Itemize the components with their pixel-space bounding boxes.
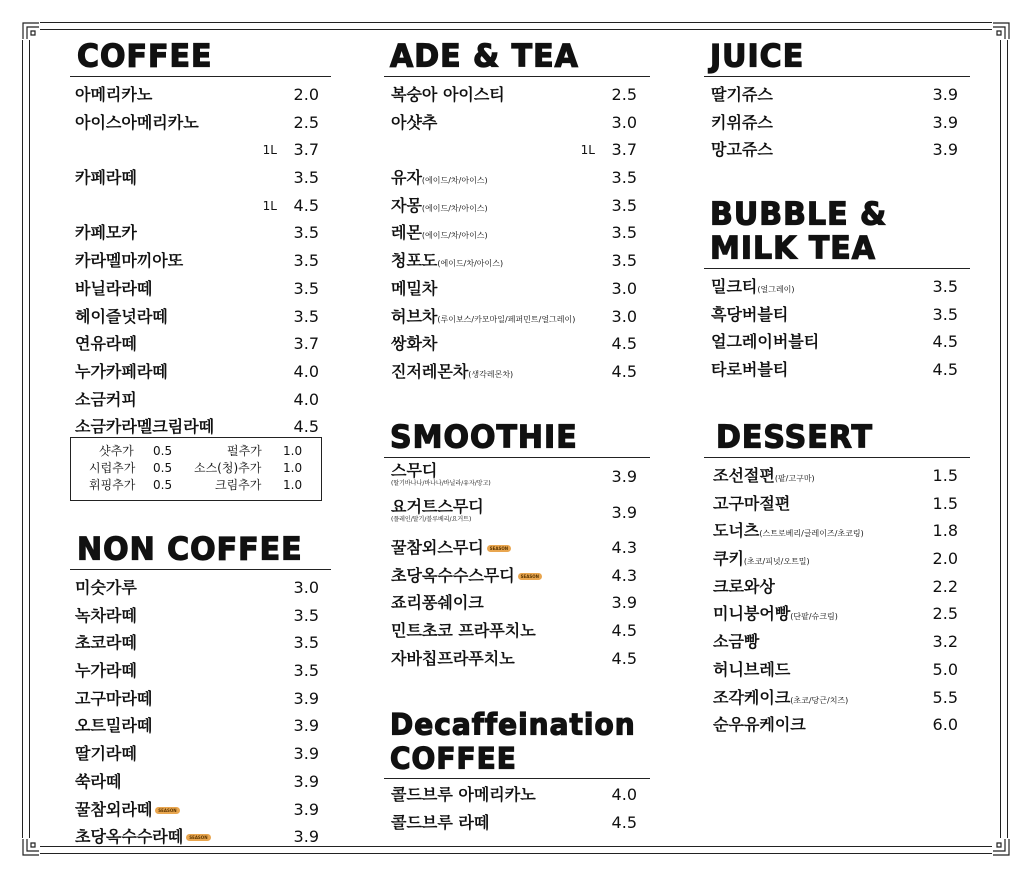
- menu-item-label: 망고쥬스: [711, 140, 773, 160]
- menu-item-name: [75, 796, 180, 823]
- menu-item-name: [711, 81, 773, 108]
- menu-item-row: [391, 462, 637, 498]
- menu-item-name: [391, 109, 437, 136]
- menu-item-price: 3.7: [293, 334, 319, 354]
- menu-item-label: 아이스아메리카노: [75, 112, 199, 132]
- bubble-section: [704, 198, 970, 384]
- menu-item-price: 4.0: [293, 389, 319, 409]
- menu-item-price: 2.5: [293, 112, 319, 132]
- menu-item-price: 4.5: [293, 417, 319, 437]
- menu-item-price: 4.5: [293, 195, 319, 215]
- menu-item-row: [713, 573, 958, 601]
- menu-item-label: 요거트스무디: [391, 497, 484, 516]
- menu-item-price: 3.9: [611, 503, 637, 522]
- menu-item-price: 3.5: [611, 195, 637, 215]
- corner-ornament-bottom-left: [22, 838, 40, 856]
- menu-item-price: 3.5: [293, 306, 319, 326]
- menu-item-row: [391, 81, 637, 109]
- addon-price: 0.5: [153, 478, 173, 492]
- menu-item-label: 복숭아 아이스티: [391, 85, 505, 104]
- menu-item-price: 4.5: [611, 361, 637, 381]
- menu-item-row: [711, 273, 958, 301]
- menu-item-name: [713, 517, 864, 547]
- menu-item-sub: (딸기바나나/바나나/바닐라/유자/망고): [391, 480, 491, 487]
- menu-item-name: [711, 328, 819, 355]
- menu-item-label: 순우유케이크: [713, 715, 806, 735]
- menu-item-row: [75, 386, 319, 414]
- smoothie-heading-wrap: [384, 421, 650, 458]
- menu-item-name: [713, 628, 759, 655]
- menu-item-label: 얼그레이버블티: [711, 332, 820, 352]
- addon-price: 1.0: [283, 478, 303, 492]
- menu-item-row: [391, 617, 637, 645]
- menu-item-note: (초코/피넛/오트밀): [743, 557, 810, 567]
- menu-item-label: 딸기라떼: [75, 744, 137, 764]
- menu-item-label: 죠리퐁쉐이크: [391, 593, 484, 613]
- ade-tea-heading-wrap: [384, 40, 650, 77]
- menu-item-price: 3.0: [611, 278, 637, 298]
- menu-item-name: [75, 712, 152, 739]
- menu-item-name: [75, 247, 183, 274]
- smoothie-heading: SMOOTHIE: [390, 419, 578, 456]
- menu-item-name: [391, 81, 505, 108]
- menu-item-price: 4.5: [932, 360, 958, 380]
- menu-item-price: 4.5: [611, 648, 637, 668]
- addon-name: 펄추가: [227, 444, 262, 458]
- menu-item-label: 고구마절편: [713, 493, 791, 513]
- menu-item-note: (초코/당근/치즈): [790, 695, 849, 705]
- menu-item-note: (에이드/차/아이스): [437, 259, 504, 269]
- menu-item-price: 3.5: [611, 251, 637, 271]
- addon-name: 시럽추가: [89, 461, 136, 475]
- menu-item-name: [391, 562, 542, 589]
- menu-item-price: 3.9: [293, 771, 319, 791]
- menu-item-row: [75, 136, 319, 164]
- menu-item-label: 오트밀라떼: [75, 716, 153, 736]
- menu-item-label: 아메리카노: [75, 85, 153, 104]
- menu-item-name: [713, 462, 815, 492]
- menu-item-price: 3.9: [932, 112, 958, 132]
- menu-item-label: 카라멜마끼아또: [75, 251, 184, 271]
- season-badge: SEASON: [186, 834, 210, 841]
- menu-item-name: [713, 490, 790, 517]
- menu-item-price: 2.0: [293, 85, 319, 104]
- menu-item-label: 카페라떼: [75, 168, 137, 188]
- menu-item-note: (얼그레이): [757, 285, 795, 294]
- menu-item-name: [713, 545, 810, 575]
- menu-item-row: [713, 490, 958, 518]
- menu-item-name: [75, 574, 137, 601]
- menu-item-label: 꿀참외라떼: [75, 799, 153, 819]
- menu-item-label: 자바칩프라푸치노: [391, 648, 515, 668]
- decaf-section: [384, 708, 650, 836]
- addon-name: 휘핑추가: [89, 478, 136, 492]
- menu-item-price: 3.0: [611, 112, 637, 132]
- menu-item-row: [75, 657, 319, 685]
- non-coffee-heading: NON COFFEE: [77, 531, 303, 568]
- menu-item-name: [711, 273, 795, 303]
- addon-row: [71, 460, 321, 476]
- menu-item-row: [713, 545, 958, 573]
- menu-item-row: [391, 303, 637, 331]
- season-badge: SEASON: [487, 545, 511, 552]
- menu-item-name: [391, 809, 489, 836]
- menu-item-price: 4.5: [611, 621, 637, 641]
- menu-item-label: 초당옥수수스무디: [391, 565, 515, 585]
- menu-item-row: [713, 711, 958, 739]
- menu-item-name: [75, 685, 152, 712]
- menu-item-label: 크로와상: [713, 576, 775, 596]
- menu-item-price: 3.9: [293, 799, 319, 819]
- menu-item-row: [75, 629, 319, 657]
- menu-item-row: [711, 136, 958, 164]
- menu-item-note: (에이드/차/아이스): [421, 203, 488, 213]
- menu-item-row: [75, 247, 319, 275]
- coffee-heading: COFFEE: [77, 38, 213, 75]
- menu-item-label: 조각케이크: [713, 687, 791, 707]
- menu-item-label: 콜드브루 라떼: [391, 812, 490, 832]
- menu-item-label: 꿀참외스무디: [391, 538, 484, 557]
- menu-item-price: 4.0: [293, 361, 319, 381]
- menu-item-label: 쌍화차: [391, 334, 438, 354]
- menu-item-row: [391, 498, 637, 534]
- menu-item-price: 3.5: [293, 633, 319, 653]
- menu-item-price: 5.5: [932, 687, 958, 707]
- menu-item-row: [391, 809, 637, 837]
- menu-item-name: [711, 356, 788, 383]
- menu-item-row: [391, 534, 637, 562]
- menu-item-name: [75, 303, 168, 330]
- menu-item-label: 쑥라떼: [75, 771, 122, 791]
- menu-item-price: 3.5: [611, 168, 637, 188]
- menu-item-label: 자몽: [391, 195, 422, 215]
- menu-item-row: [75, 358, 319, 386]
- menu-item-price: 3.5: [611, 223, 637, 243]
- menu-item-size: 1L: [262, 143, 277, 158]
- menu-item-row: [713, 600, 958, 628]
- menu-item-row: [75, 574, 319, 602]
- menu-item-row: [75, 768, 319, 796]
- menu-item-price: 3.9: [932, 140, 958, 160]
- menu-item-name: [391, 358, 513, 388]
- menu-item-note: (루이보스/카모마일/페퍼민트/얼그레이): [437, 314, 576, 324]
- menu-item-label: 흑당버블티: [711, 304, 789, 324]
- addon-row: [71, 443, 321, 459]
- menu-item-price: 2.2: [932, 576, 958, 596]
- menu-item-price: 3.0: [293, 578, 319, 597]
- menu-item-row: [75, 303, 319, 331]
- menu-item-row: [75, 685, 319, 713]
- menu-item-name: [391, 462, 491, 488]
- menu-item-name: [713, 711, 806, 738]
- menu-item-price: 3.5: [932, 304, 958, 324]
- menu-item-name: [75, 657, 137, 684]
- menu-item-name: [75, 386, 137, 413]
- menu-item-label: 허브차: [391, 306, 438, 326]
- menu-item-name: [75, 330, 137, 357]
- menu-item-price: 4.5: [932, 332, 958, 352]
- menu-item-price: 3.9: [293, 827, 319, 847]
- menu-item-name: [391, 330, 437, 357]
- menu-item-row: [391, 358, 637, 386]
- menu-item-row: [75, 81, 319, 109]
- menu-item-row: [711, 81, 958, 109]
- menu-item-name: [75, 823, 211, 850]
- menu-item-price: 3.7: [611, 140, 637, 160]
- menu-item-price: 2.0: [932, 549, 958, 569]
- bubble-heading-line1: BUBBLE &: [710, 196, 888, 233]
- season-badge: SEASON: [518, 573, 542, 580]
- menu-item-label: 연유라떼: [75, 334, 137, 354]
- menu-item-label: 소금빵: [713, 632, 760, 652]
- menu-item-label: 미니붕어빵: [713, 604, 791, 624]
- menu-item-label: 초코라떼: [75, 633, 137, 653]
- menu-item-name: [75, 602, 137, 629]
- menu-item-name: [391, 617, 536, 644]
- menu-item-note: (에이드/차/아이스): [421, 176, 488, 186]
- menu-item-price: 2.5: [932, 604, 958, 624]
- menu-item-name: [75, 109, 199, 136]
- menu-item-note: (단팥/슈크림): [790, 612, 838, 622]
- menu-item-price: 3.9: [611, 593, 637, 613]
- bubble-heading-line2: MILK TEA: [710, 230, 876, 267]
- menu-item-note: (스트로베리/글레이즈/초코링): [759, 529, 864, 539]
- menu-item-row: [391, 589, 637, 617]
- corner-ornament-top-right: [992, 22, 1010, 40]
- non-coffee-section: [70, 533, 331, 851]
- menu-item-label: 미숫가루: [75, 578, 137, 597]
- menu-item-price: 4.3: [611, 538, 637, 557]
- juice-heading-wrap: [704, 40, 970, 77]
- menu-item-label: 레몬: [391, 223, 422, 243]
- menu-item-row: [75, 192, 319, 220]
- menu-item-price: 3.5: [293, 605, 319, 625]
- menu-item-row: [75, 712, 319, 740]
- menu-item-name: [713, 656, 790, 683]
- corner-ornament-top-left: [22, 22, 40, 40]
- menu-item-row: [391, 136, 637, 164]
- dessert-heading: DESSERT: [716, 419, 873, 456]
- menu-item-label: 바닐라라떼: [75, 278, 153, 298]
- menu-item-price: 5.0: [932, 659, 958, 679]
- menu-item-row: [391, 781, 637, 809]
- menu-item-name: [391, 645, 515, 672]
- bubble-heading-wrap: [704, 198, 970, 269]
- menu-item-label: 소금카라멜크림라떼: [75, 417, 215, 437]
- menu-item-price: 4.5: [611, 812, 637, 832]
- menu-item-name: [75, 275, 152, 302]
- decaf-heading-wrap: [384, 708, 650, 779]
- menu-item-price: 1.5: [932, 493, 958, 513]
- menu-item-name: [391, 275, 437, 302]
- menu-item-price: 3.7: [293, 140, 319, 160]
- addon-price: 0.5: [153, 444, 173, 458]
- menu-item-name: [75, 740, 137, 767]
- menu-item-row: [713, 684, 958, 712]
- menu-item-row: [391, 562, 637, 590]
- menu-item-row: [75, 164, 319, 192]
- menu-item-row: [711, 109, 958, 137]
- menu-item-price: 1.8: [932, 521, 958, 541]
- addon-price: 0.5: [153, 461, 173, 475]
- menu-item-row: [713, 628, 958, 656]
- menu-item-name: [713, 684, 848, 714]
- menu-item-price: 3.9: [293, 688, 319, 708]
- menu-item-price: 4.5: [611, 334, 637, 354]
- coffee-section: [70, 40, 331, 441]
- menu-item-row: [391, 330, 637, 358]
- menu-item-name: [391, 303, 575, 333]
- menu-item-row: [711, 301, 958, 329]
- menu-item-price: 3.9: [611, 467, 637, 486]
- menu-item-name: [75, 768, 121, 795]
- menu-item-label: 스무디: [391, 461, 438, 480]
- menu-item-row: [75, 796, 319, 824]
- dessert-heading-wrap: [704, 421, 970, 458]
- menu-item-label: 키위쥬스: [711, 112, 773, 132]
- menu-item-label: 조선절편: [713, 466, 775, 485]
- menu-item-name: [711, 109, 773, 136]
- menu-item-label: 아샷추: [391, 112, 438, 132]
- menu-item-price: 4.0: [611, 785, 637, 804]
- menu-item-label: 카페모카: [75, 223, 137, 243]
- menu-item-price: 3.9: [293, 716, 319, 736]
- menu-item-label: 유자: [391, 168, 422, 188]
- menu-item-name: [391, 247, 503, 277]
- menu-item-sub: (플레인/딸기/블루베리/요거트): [391, 516, 472, 523]
- menu-item-label: 진저레몬차: [391, 361, 469, 381]
- juice-heading: JUICE: [710, 38, 805, 75]
- menu-item-label: 콜드브루 아메리카노: [391, 785, 536, 804]
- menu-item-row: [711, 328, 958, 356]
- decaf-heading-line1: Decaffeination: [390, 707, 636, 742]
- menu-item-price: 3.2: [932, 632, 958, 652]
- menu-item-price: 4.3: [611, 565, 637, 585]
- smoothie-section: [384, 421, 650, 672]
- menu-item-price: 3.5: [293, 661, 319, 681]
- menu-item-name: [711, 136, 773, 163]
- menu-item-name: [75, 358, 168, 385]
- menu-item-price: 1.5: [932, 466, 958, 485]
- menu-item-row: [391, 645, 637, 673]
- menu-item-label: 딸기쥬스: [711, 85, 773, 104]
- menu-item-row: [391, 109, 637, 137]
- menu-item-name: [391, 192, 488, 222]
- menu-item-price: 3.9: [932, 85, 958, 104]
- menu-item-label: 청포도: [391, 251, 438, 271]
- corner-ornament-bottom-right: [992, 838, 1010, 856]
- menu-item-row: [391, 219, 637, 247]
- menu-item-price: 2.5: [611, 85, 637, 104]
- menu-item-name: [391, 589, 484, 616]
- menu-item-note: (팥/고구마): [774, 474, 815, 483]
- menu-item-name: [75, 629, 137, 656]
- menu-item-row: [75, 219, 319, 247]
- menu-item-name: [711, 301, 788, 328]
- ade-tea-section: [384, 40, 650, 386]
- addon-row: [71, 477, 321, 493]
- menu-item-label: 밀크티: [711, 277, 758, 296]
- menu-item-name: [75, 164, 137, 191]
- menu-item-price: 6.0: [932, 715, 958, 735]
- menu-item-price: 3.5: [293, 251, 319, 271]
- menu-item-label: 초당옥수수라떼: [75, 827, 184, 847]
- menu-item-label: 누가카페라떼: [75, 361, 168, 381]
- menu-item-price: 3.5: [932, 277, 958, 296]
- menu-item-name: [713, 600, 838, 630]
- menu-item-row: [75, 823, 319, 851]
- non-coffee-heading-wrap: [70, 533, 331, 570]
- menu-item-size: 1L: [262, 198, 277, 213]
- menu-item-price: 3.9: [293, 744, 319, 764]
- menu-item-name: [391, 781, 536, 808]
- menu-item-row: [713, 656, 958, 684]
- addon-price: 1.0: [283, 461, 303, 475]
- menu-item-price: 3.0: [611, 306, 637, 326]
- coffee-addons-box: [70, 437, 322, 501]
- addon-name: 크림추가: [215, 478, 262, 492]
- menu-item-row: [391, 247, 637, 275]
- addon-price: 1.0: [283, 444, 303, 458]
- menu-item-row: [391, 275, 637, 303]
- menu-item-row: [75, 109, 319, 137]
- menu-item-row: [713, 517, 958, 545]
- menu-item-label: 허니브레드: [713, 659, 791, 679]
- menu-item-price: 3.5: [293, 223, 319, 243]
- menu-item-label: 헤이즐넛라떼: [75, 306, 168, 326]
- menu-item-row: [75, 275, 319, 303]
- menu-item-label: 타로버블티: [711, 360, 789, 380]
- coffee-heading-wrap: [70, 40, 331, 77]
- menu-item-row: [75, 740, 319, 768]
- menu-item-row: [75, 330, 319, 358]
- menu-item-label: 민트초코 프라푸치노: [391, 621, 536, 641]
- addon-name: 샷추가: [99, 444, 134, 458]
- menu-item-row: [711, 356, 958, 384]
- menu-item-name: [75, 81, 152, 108]
- menu-item-row: [713, 462, 958, 490]
- menu-item-name: [391, 534, 511, 561]
- menu-item-note: (에이드/차/아이스): [421, 231, 488, 241]
- menu-item-label: 누가라떼: [75, 661, 137, 681]
- menu-item-name: [391, 219, 488, 249]
- menu-item-price: 3.5: [293, 168, 319, 188]
- juice-section: [704, 40, 970, 164]
- addon-name: 소스(청)추가: [194, 461, 262, 475]
- menu-item-label: 녹차라떼: [75, 605, 137, 625]
- menu-item-label: 고구마라떼: [75, 688, 153, 708]
- menu-item-label: 메밀차: [391, 278, 438, 298]
- menu-item-label: 도너츠: [713, 521, 760, 541]
- menu-item-row: [75, 602, 319, 630]
- menu-item-name: [391, 498, 484, 524]
- ade-tea-heading: ADE & TEA: [390, 38, 579, 75]
- decaf-heading-line2: COFFEE: [390, 741, 517, 776]
- dessert-section: [704, 421, 970, 739]
- menu-item-row: [391, 192, 637, 220]
- season-badge: SEASON: [155, 807, 179, 814]
- menu-item-name: [391, 164, 488, 194]
- menu-item-size: 1L: [580, 143, 595, 158]
- menu-item-price: 3.5: [293, 278, 319, 298]
- menu-item-name: [75, 219, 137, 246]
- menu-item-row: [391, 164, 637, 192]
- menu-item-name: [713, 573, 775, 600]
- menu-item-note: (생각레몬차): [468, 369, 514, 379]
- menu-item-label: 쿠키: [713, 549, 744, 569]
- menu-item-label: 소금커피: [75, 389, 137, 409]
